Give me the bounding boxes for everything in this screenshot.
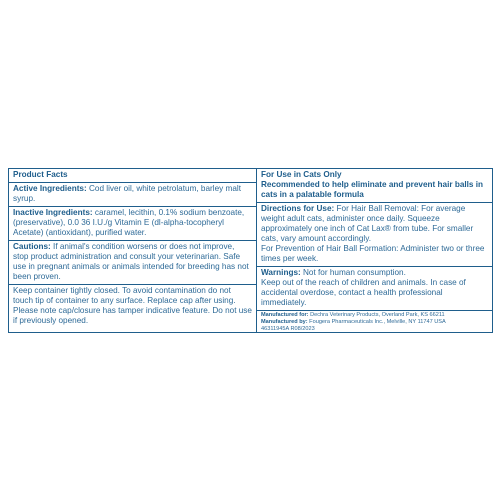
warnings-label: Warnings: (261, 268, 301, 277)
product-label (8, 168, 493, 333)
directions-text-2: For Prevention of Hair Ball Formation: Administer two or three times per week. (261, 244, 485, 263)
product-facts-title: Product Facts (9, 169, 256, 183)
directions (257, 203, 492, 267)
directions-label: Directions for Use: (261, 204, 335, 213)
storage-instructions: Keep container tightly closed. To avoid contamination do not touch tip of container to any surface. Replace cap after using. Please note cap/closure has tamper indicative feature. Do not use if previously opened. (13, 286, 252, 325)
inactive-ingredients (9, 207, 256, 241)
cautions (9, 241, 256, 285)
active-ingredients-text: Cod liver oil, white petrolatum, barley malt syrup. (13, 184, 241, 203)
label-right-column (257, 169, 492, 332)
manufactured-by-text: Fougera Pharmaceuticals Inc., Melville, NY 11747 USA (307, 319, 446, 325)
inactive-ingredients-label: Inactive Ingredients: (13, 208, 93, 217)
cautions-text: If animal's condition worsens or does not improve, stop product administration and consult your veterinarian. Safe use in pregnant animals or animals intended for breeding has not been proven. (13, 242, 249, 281)
active-ingredients-label: Active Ingredients: (13, 184, 87, 193)
manufacturer-info (257, 311, 492, 335)
warnings-text-2: Keep out of the reach of children and animals. In case of accidental overdose, contact a health professional immediately. (261, 278, 466, 307)
label-left-column (9, 169, 257, 332)
active-ingredients (9, 183, 256, 207)
manufactured-for-label: Manufactured for: (261, 312, 309, 318)
manufactured-by-label: Manufactured by: (261, 319, 308, 325)
use-section (257, 169, 492, 203)
cautions-label: Cautions: (13, 242, 51, 251)
use-description: Recommended to help eliminate and prevent hair balls in cats in a palatable formula (261, 180, 484, 199)
warnings (257, 267, 492, 311)
warnings-text: Not for human consumption. (300, 268, 406, 277)
manufactured-for-text: Dechra Veterinary Products, Overland Park, KS 66211 (308, 312, 445, 318)
directions-text: For Hair Ball Removal: For average weight adult cats, administer once daily. Squeeze approximately one inch of Cat Lax® from tube. For smaller cats, vary amount accordingly. (261, 204, 474, 243)
use-title: For Use in Cats Only (261, 170, 342, 179)
inactive-ingredients-text: caramel, lecithin, 0.1% sodium benzoate, (preservative), 0.0 36 I.U./g Vitamin E (dl-alpha-tocopheryl Acetate) (antioxidant), purified water. (13, 208, 245, 237)
product-code: 46311945A R08/2023 (261, 326, 315, 332)
